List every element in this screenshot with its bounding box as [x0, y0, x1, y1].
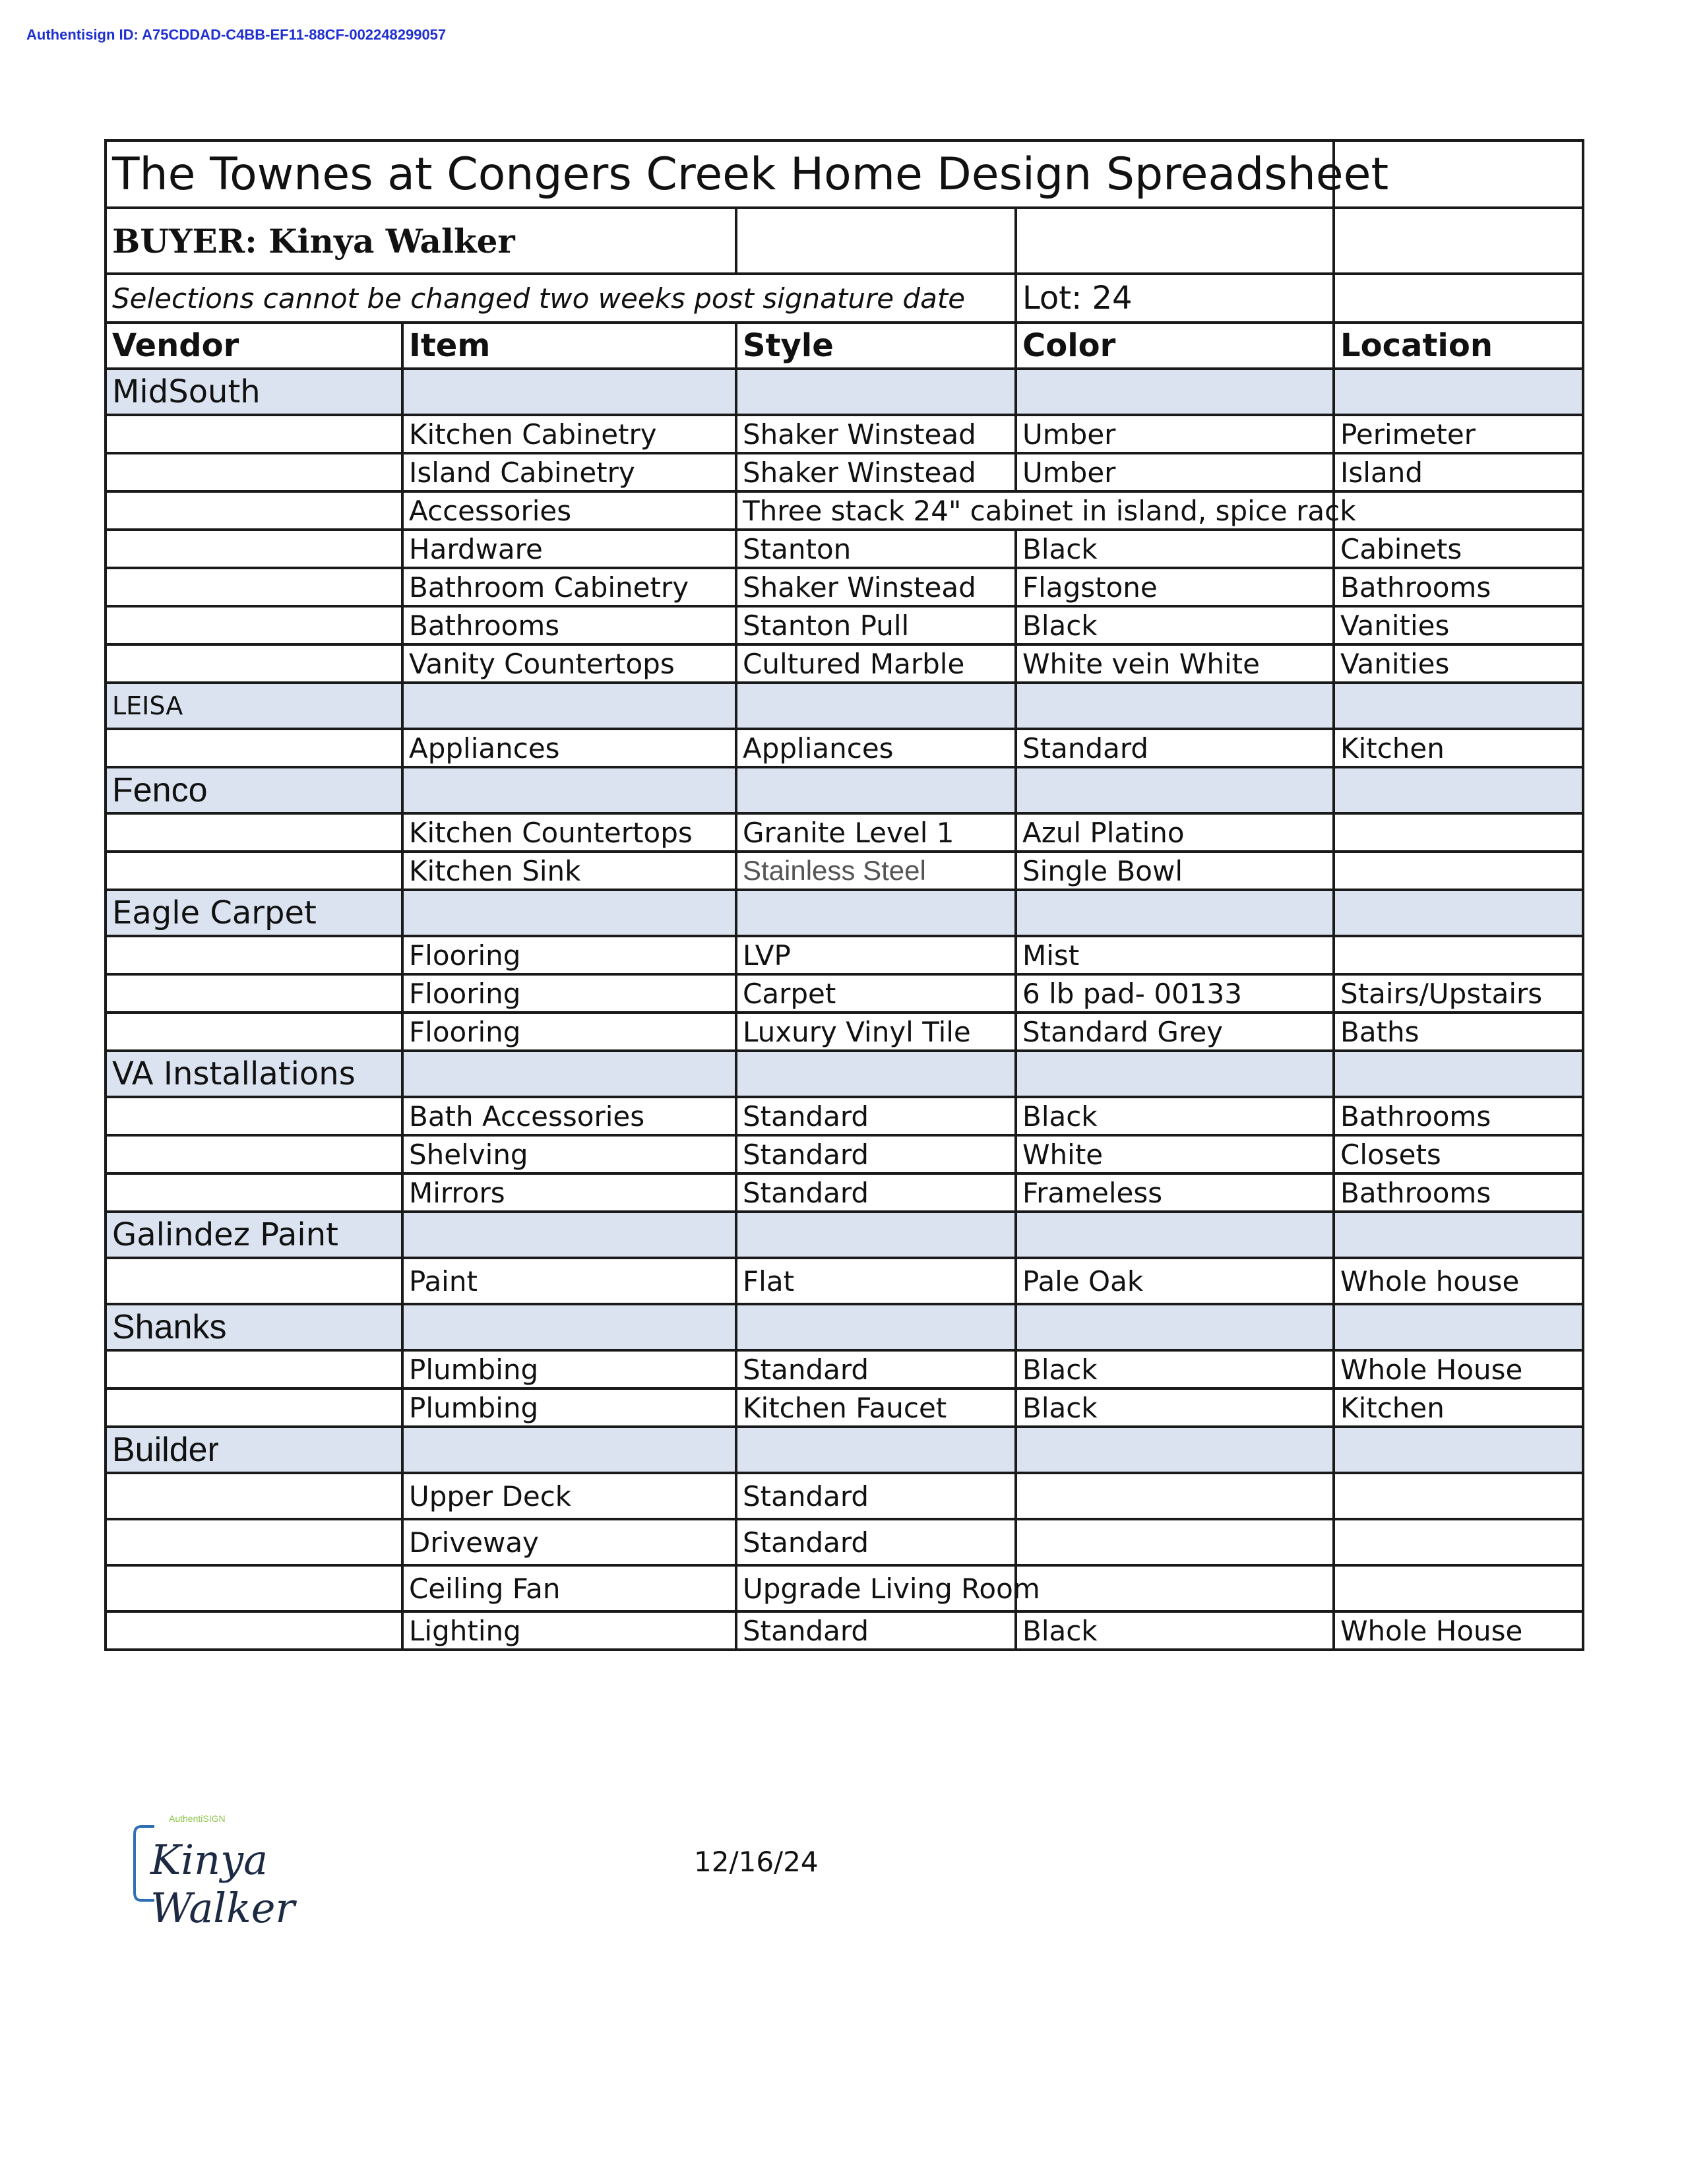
location-cell: Bathrooms — [1334, 568, 1583, 606]
header-vendor: Vendor — [106, 323, 402, 369]
color-cell: Black — [1016, 1097, 1334, 1135]
table-row — [106, 415, 1583, 453]
style-cell: Standard — [736, 1135, 1016, 1173]
location-cell: Closets — [1334, 1135, 1583, 1173]
location-cell — [1334, 1519, 1583, 1565]
style-cell: Luxury Vinyl Tile — [736, 1013, 1016, 1051]
table-row — [106, 813, 1583, 852]
lot-empty-cell — [1334, 274, 1583, 323]
style-cell: Shaker Winstead — [736, 453, 1016, 491]
vendor-name: LEISA — [106, 683, 402, 729]
buyer-empty-cell — [1016, 208, 1334, 274]
style-cell: Standard — [736, 1611, 1016, 1650]
style-cell: Standard — [736, 1473, 1016, 1519]
table-row — [106, 1350, 1583, 1388]
style-cell: Upgrade Living Room — [736, 1565, 1016, 1611]
design-spreadsheet-table — [104, 139, 1584, 1651]
table-row — [106, 936, 1583, 974]
vendor-row — [106, 683, 1583, 729]
item-cell: Vanity Countertops — [402, 644, 736, 683]
item-cell: Flooring — [402, 936, 736, 974]
item-cell: Kitchen Countertops — [402, 813, 736, 852]
item-cell: Kitchen Sink — [402, 852, 736, 890]
table-row — [106, 1473, 1583, 1519]
style-cell: Shaker Winstead — [736, 415, 1016, 453]
authentisign-id: Authentisign ID: A75CDDAD-C4BB-EF11-88CF-002248299057 — [26, 26, 447, 43]
vendor-name: MidSouth — [106, 369, 402, 415]
location-cell: Baths — [1334, 1013, 1583, 1051]
vendor-row — [106, 1304, 1583, 1350]
location-cell: Cabinets — [1334, 530, 1583, 568]
style-cell: Three stack 24" cabinet in island, spice rack — [736, 491, 1334, 530]
header-item: Item — [402, 323, 736, 369]
table-row — [106, 974, 1583, 1013]
location-cell: Kitchen — [1334, 729, 1583, 767]
item-cell: Bathroom Cabinetry — [402, 568, 736, 606]
style-cell: Standard — [736, 1519, 1016, 1565]
location-cell — [1334, 1473, 1583, 1519]
table-row — [106, 1173, 1583, 1212]
color-cell: White vein White — [1016, 644, 1334, 683]
color-cell: Umber — [1016, 415, 1334, 453]
item-cell: Lighting — [402, 1611, 736, 1650]
table-row — [106, 453, 1583, 491]
color-cell: Black — [1016, 1611, 1334, 1650]
location-cell: Bathrooms — [1334, 1173, 1583, 1212]
color-cell: White — [1016, 1135, 1334, 1173]
vendor-name: Eagle Carpet — [106, 890, 402, 936]
vendor-name: VA Installations — [106, 1051, 402, 1097]
item-cell: Plumbing — [402, 1350, 736, 1388]
style-cell: Cultured Marble — [736, 644, 1016, 683]
item-cell: Shelving — [402, 1135, 736, 1173]
sheet-title: The Townes at Congers Creek Home Design Spreadsheet — [106, 140, 1334, 208]
item-cell: Paint — [402, 1258, 736, 1304]
header-style: Style — [736, 323, 1016, 369]
item-cell: Flooring — [402, 974, 736, 1013]
table-row — [106, 1258, 1583, 1304]
table-row — [106, 491, 1583, 530]
location-cell: Whole house — [1334, 1258, 1583, 1304]
table-row — [106, 852, 1583, 890]
item-cell: Bathrooms — [402, 606, 736, 644]
style-cell: Shaker Winstead — [736, 568, 1016, 606]
item-cell: Ceiling Fan — [402, 1565, 736, 1611]
color-cell: 6 lb pad- 00133 — [1016, 974, 1334, 1013]
location-cell: Perimeter — [1334, 415, 1583, 453]
color-cell: Frameless — [1016, 1173, 1334, 1212]
color-cell: Pale Oak — [1016, 1258, 1334, 1304]
location-cell — [1334, 813, 1583, 852]
item-cell: Appliances — [402, 729, 736, 767]
lot-number: Lot: 24 — [1016, 274, 1334, 323]
style-cell: Standard — [736, 1350, 1016, 1388]
location-cell: Island — [1334, 453, 1583, 491]
location-cell: Vanities — [1334, 606, 1583, 644]
vendor-row — [106, 767, 1583, 813]
table-row — [106, 644, 1583, 683]
style-cell: Carpet — [736, 974, 1016, 1013]
table-row — [106, 1135, 1583, 1173]
buyer-name: BUYER: Kinya Walker — [106, 208, 736, 274]
style-cell: Kitchen Faucet — [736, 1388, 1016, 1427]
vendor-row — [106, 1051, 1583, 1097]
vendor-name: Fenco — [106, 767, 402, 813]
table-row — [106, 568, 1583, 606]
location-cell — [1334, 1565, 1583, 1611]
style-cell: Appliances — [736, 729, 1016, 767]
header-color: Color — [1016, 323, 1334, 369]
vendor-row — [106, 890, 1583, 936]
color-cell: Black — [1016, 1388, 1334, 1427]
header-location: Location — [1334, 323, 1583, 369]
vendor-row — [106, 369, 1583, 415]
location-cell: Bathrooms — [1334, 1097, 1583, 1135]
vendor-name: Builder — [106, 1427, 402, 1473]
table-row — [106, 1565, 1583, 1611]
buyer-empty-cell — [1334, 208, 1583, 274]
buyer-empty-cell — [736, 208, 1016, 274]
item-cell: Mirrors — [402, 1173, 736, 1212]
color-cell: Standard Grey — [1016, 1013, 1334, 1051]
location-cell: Vanities — [1334, 644, 1583, 683]
vendor-row — [106, 1212, 1583, 1258]
color-cell: Umber — [1016, 453, 1334, 491]
table-row — [106, 1013, 1583, 1051]
signature-date: 12/16/24 — [694, 1846, 819, 1878]
color-cell: Single Bowl — [1016, 852, 1334, 890]
change-policy-note: Selections cannot be changed two weeks post signature date — [106, 274, 1016, 323]
item-cell: Island Cabinetry — [402, 453, 736, 491]
table-row — [106, 530, 1583, 568]
item-cell: Kitchen Cabinetry — [402, 415, 736, 453]
item-cell: Upper Deck — [402, 1473, 736, 1519]
item-cell: Bath Accessories — [402, 1097, 736, 1135]
style-cell: Stanton — [736, 530, 1016, 568]
style-cell: Granite Level 1 — [736, 813, 1016, 852]
signature: Kinya Walker — [150, 1836, 296, 1932]
color-cell — [1016, 1519, 1334, 1565]
table-row — [106, 729, 1583, 767]
style-cell: Stanton Pull — [736, 606, 1016, 644]
location-cell: Whole House — [1334, 1611, 1583, 1650]
table-row — [106, 1388, 1583, 1427]
location-cell: Whole House — [1334, 1350, 1583, 1388]
color-cell: Standard — [1016, 729, 1334, 767]
style-cell: LVP — [736, 936, 1016, 974]
style-cell: Stainless Steel — [736, 852, 1016, 890]
vendor-name: Shanks — [106, 1304, 402, 1350]
authentisign-logo: AuthentiSIGN — [169, 1813, 226, 1824]
header-row — [106, 323, 1583, 369]
color-cell: Flagstone — [1016, 568, 1334, 606]
location-cell: Stairs/Upstairs — [1334, 974, 1583, 1013]
vendor-name: Galindez Paint — [106, 1212, 402, 1258]
style-cell: Standard — [736, 1097, 1016, 1135]
table-row — [106, 1519, 1583, 1565]
color-cell: Mist — [1016, 936, 1334, 974]
location-cell: Kitchen — [1334, 1388, 1583, 1427]
style-cell: Standard — [736, 1173, 1016, 1212]
color-cell: Black — [1016, 530, 1334, 568]
item-cell: Driveway — [402, 1519, 736, 1565]
style-cell: Flat — [736, 1258, 1016, 1304]
color-cell: Black — [1016, 606, 1334, 644]
table-row — [106, 1097, 1583, 1135]
color-cell: Black — [1016, 1350, 1334, 1388]
location-cell — [1334, 852, 1583, 890]
item-cell: Hardware — [402, 530, 736, 568]
table-row — [106, 606, 1583, 644]
color-cell: Azul Platino — [1016, 813, 1334, 852]
table-row — [106, 1611, 1583, 1650]
location-cell — [1334, 491, 1583, 530]
item-cell: Plumbing — [402, 1388, 736, 1427]
signature-block — [132, 1811, 409, 1932]
color-cell — [1016, 1473, 1334, 1519]
item-cell: Flooring — [402, 1013, 736, 1051]
item-cell: Accessories — [402, 491, 736, 530]
color-cell — [1016, 1565, 1334, 1611]
location-cell — [1334, 936, 1583, 974]
vendor-row — [106, 1427, 1583, 1473]
